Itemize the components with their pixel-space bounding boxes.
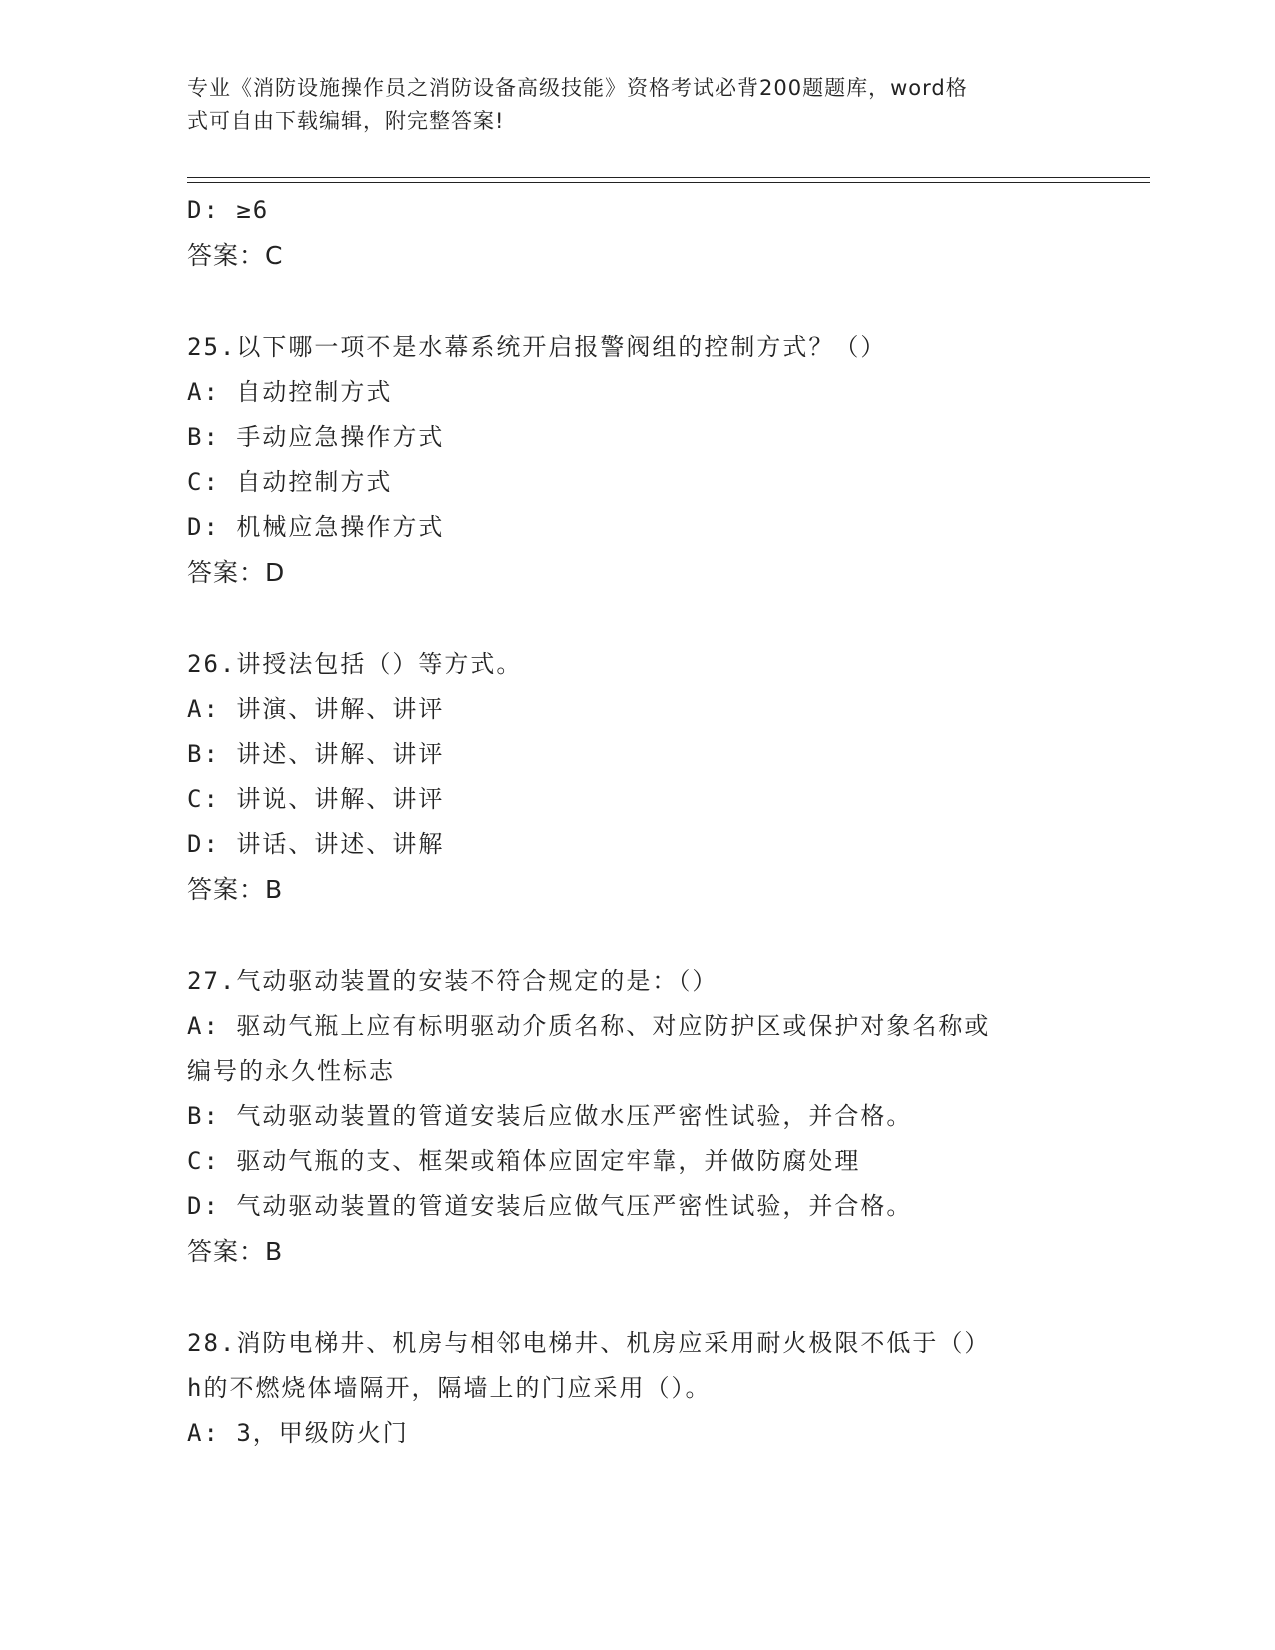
answer: 答案：B	[187, 1237, 284, 1266]
option-a: A: 自动控制方式	[187, 378, 393, 406]
option-a: A: 驱动气瓶上应有标明驱动介质名称、对应防护区或保护对象名称或	[187, 1012, 991, 1040]
option-c: C: 自动控制方式	[187, 468, 393, 496]
question-stem: 27.气动驱动装置的安装不符合规定的是：（）	[187, 967, 719, 995]
option-d: D: 讲话、讲述、讲解	[187, 830, 445, 858]
option-d: D: 机械应急操作方式	[187, 513, 445, 541]
option-c: C: 驱动气瓶的支、框架或箱体应固定牢靠，并做防腐处理	[187, 1147, 861, 1175]
option-a: A: 3，甲级防火门	[187, 1419, 409, 1447]
answer: 答案：B	[187, 875, 284, 904]
header-rule-top	[187, 177, 1150, 178]
option-d: D: ≥6	[187, 196, 270, 224]
carry-over-block	[187, 188, 1087, 278]
question-26	[187, 642, 1087, 912]
document-header	[187, 72, 1087, 138]
question-25	[187, 325, 1087, 595]
question-stem-continued: h的不燃烧体墙隔开，隔墙上的门应采用（）。	[187, 1374, 712, 1402]
question-stem: 28.消防电梯井、机房与相邻电梯井、机房应采用耐火极限不低于（）	[187, 1329, 991, 1357]
option-b: B: 手动应急操作方式	[187, 423, 445, 451]
header-line-1: 专业《消防设施操作员之消防设备高级技能》资格考试必背200题题库，word格	[187, 76, 968, 100]
question-27	[187, 959, 1087, 1274]
question-28	[187, 1321, 1087, 1456]
question-stem: 26.讲授法包括（）等方式。	[187, 650, 523, 678]
answer: 答案：D	[187, 558, 286, 587]
answer: 答案：C	[187, 241, 284, 270]
header-line-2: 式可自由下载编辑，附完整答案!	[187, 109, 505, 133]
option-a-continued: 编号的永久性标志	[187, 1057, 395, 1085]
option-b: B: 气动驱动装置的管道安装后应做水压严密性试验，并合格。	[187, 1102, 913, 1130]
header-rule-bottom	[187, 182, 1150, 183]
option-a: A: 讲演、讲解、讲评	[187, 695, 445, 723]
question-content	[187, 188, 1087, 1456]
option-c: C: 讲说、讲解、讲评	[187, 785, 445, 813]
option-d: D: 气动驱动装置的管道安装后应做气压严密性试验，并合格。	[187, 1192, 913, 1220]
question-stem: 25.以下哪一项不是水幕系统开启报警阀组的控制方式？（）	[187, 333, 887, 361]
option-b: B: 讲述、讲解、讲评	[187, 740, 445, 768]
